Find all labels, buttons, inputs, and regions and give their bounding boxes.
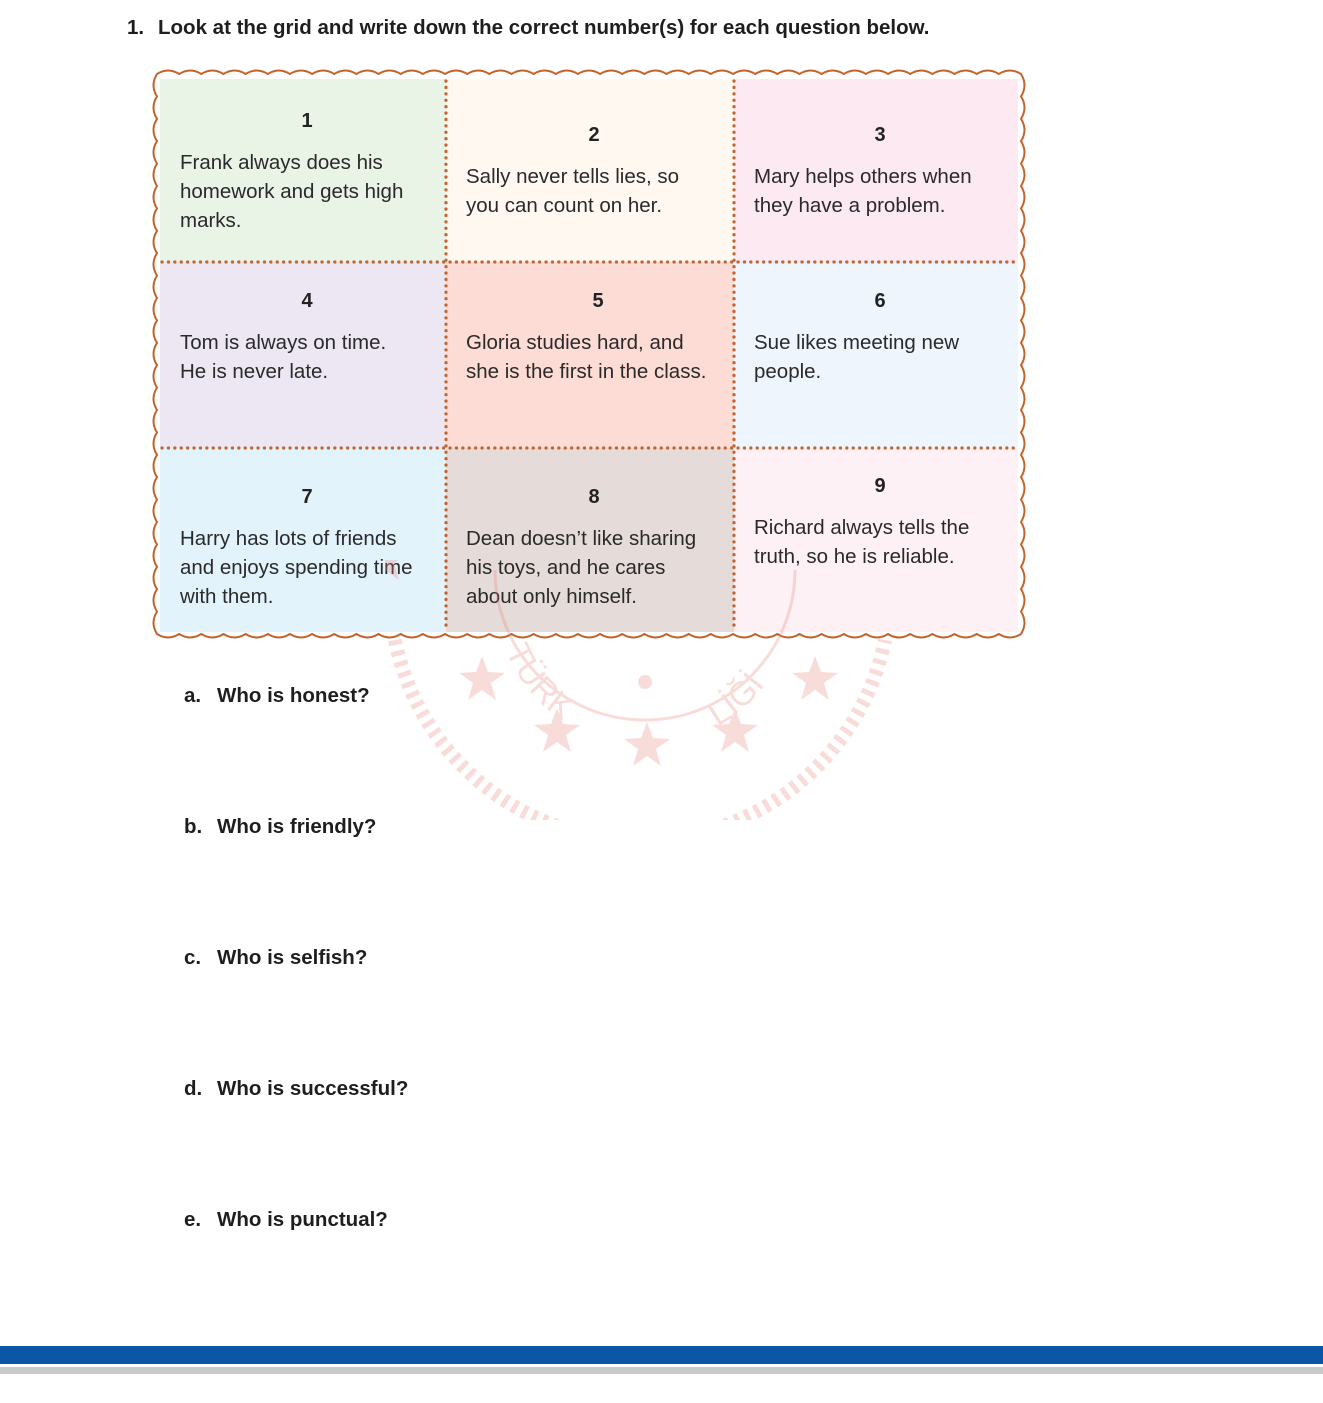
question-d — [184, 1077, 408, 1101]
cell-text: Sue likes meeting new people. — [754, 331, 960, 383]
cell-text: Tom is always on time. He is never late. — [180, 331, 387, 383]
cell-text: Dean doesn’t like sharing his toys, and he cares about only himself. — [466, 527, 697, 608]
cell-number: 7 — [301, 486, 313, 508]
question-letter: e. — [184, 1208, 202, 1231]
question-letter: b. — [184, 815, 203, 838]
grid-wavy-border — [153, 69, 1025, 639]
question-letter: d. — [184, 1077, 203, 1100]
question-text: Who is friendly? — [217, 815, 377, 838]
exercise-number: 1. — [127, 16, 145, 39]
question-text: Who is selfish? — [217, 946, 368, 969]
question-text: Who is honest? — [217, 684, 370, 707]
cell-number: 8 — [588, 486, 600, 508]
cell-text: Frank always does his homework and gets high marks. — [180, 150, 404, 232]
question-e — [184, 1208, 388, 1232]
cell-text: Richard always tells the truth, so he is reliable. — [754, 516, 970, 568]
watermark-text-right: LİĞİ — [701, 665, 772, 734]
question-letter: a. — [184, 684, 202, 707]
cell-text: Mary helps others when they have a problem. — [754, 165, 972, 217]
footer-line — [0, 1367, 1323, 1374]
cell-text: Gloria studies hard, and she is the first in the class. — [466, 331, 707, 383]
cell-text: Sally never tells lies, so you can count on her. — [466, 165, 680, 217]
question-letter: c. — [184, 946, 202, 969]
question-c — [184, 946, 367, 970]
cell-number: 6 — [874, 290, 886, 312]
cell-number: 1 — [301, 109, 313, 132]
cell-number: 2 — [588, 124, 600, 146]
cell-number: 4 — [301, 290, 313, 312]
instruction-text: Look at the grid and write down the correct number(s) for each question below. — [158, 16, 930, 39]
exercise-instruction — [127, 16, 929, 40]
question-b — [184, 815, 376, 839]
cell-number: 5 — [592, 290, 604, 312]
character-grid — [153, 69, 1025, 639]
question-a — [184, 684, 370, 708]
question-text: Who is successful? — [217, 1077, 409, 1100]
question-text: Who is punctual? — [217, 1208, 388, 1231]
cell-number: 3 — [874, 124, 886, 146]
cell-number: 9 — [874, 475, 886, 497]
cell-text: Harry has lots of friends and enjoys spending time with them. — [180, 527, 413, 608]
watermark-text: TÜRK — [497, 637, 582, 728]
footer-bar — [0, 1346, 1323, 1364]
